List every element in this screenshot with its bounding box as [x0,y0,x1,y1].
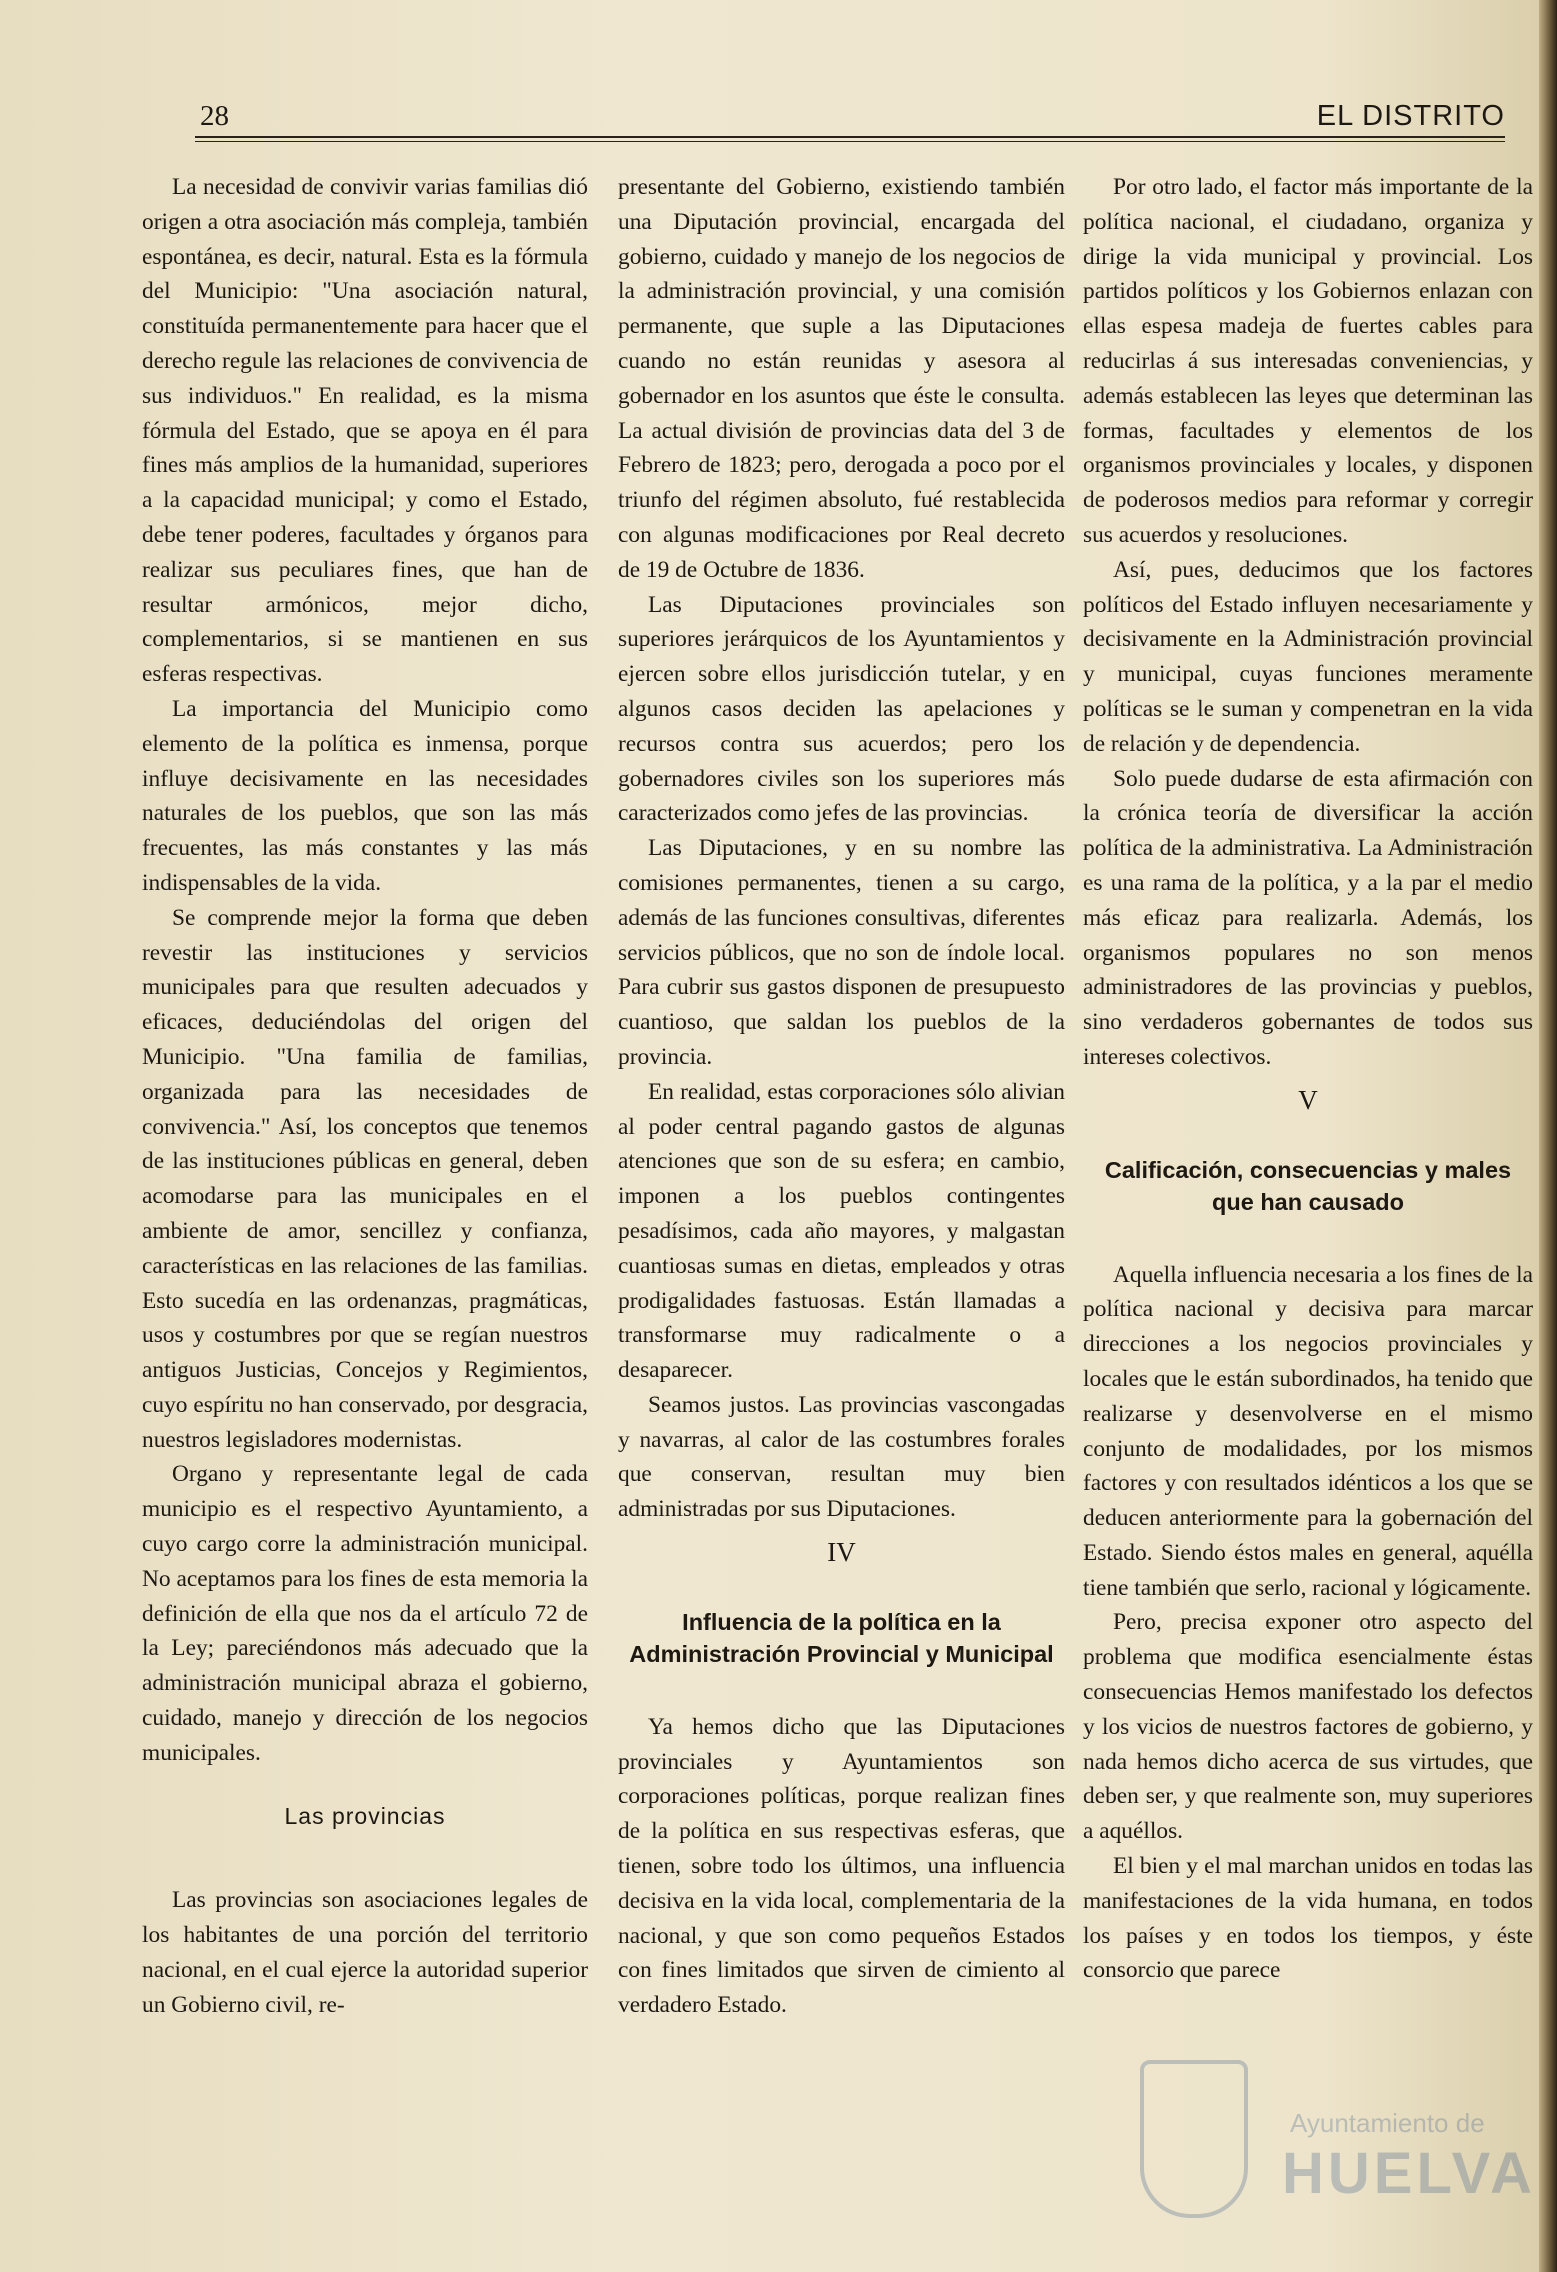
paragraph: Pero, precisa exponer otro aspecto del problema que modifica esencialmente éstas consecuencias Hemos manifestado los defectos y los vicios de nuestros factores de gobierno, y nada hemos dicho acerca de sus virtudes, que deben ser, y que realmente son, muy superiores a aquéllos. [1083,1609,1533,1845]
section-number: IV [827,1537,856,1568]
page-header [195,100,1505,140]
section-heading-provincias: Las provincias [284,1802,446,1829]
paragraph: La necesidad de convivir varias familias dió origen a otra asociación más compleja, también espontánea, es decir, natural. Esta es la fórmula del Municipio: "Una asociación natural, constituída permanentemente para hacer que el derecho regule las relaciones de convivencia de sus individuos." En realidad, es la misma fórmula del Estado, que se apoya en él para fines más amplios de la humanidad, superiores a la capacidad municipal; y como el Estado, debe tener poderes, facultades y órganos para realizar sus peculiares fines, que han de resultar armónicos, mejor dicho, complementarios, si se mantienen en sus esferas respectivas. [142,174,588,688]
page-edge-shadow [1539,0,1557,2272]
paragraph: Así, pues, deducimos que los factores políticos del Estado influyen necesariamente y decisivamente en la Administración provincial y municipal, cuyas funciones meramente políticas se le suman y compenetran en la vida de relación y de dependencia. [1083,556,1533,757]
column-2 [618,170,1065,2023]
section-heading-calificacion: Calificación, consecuencias y males que han causado [1104,1156,1512,1215]
paragraph: Las provincias son asociaciones legales de los habitantes de una porción del territorio nacional, en el cual ejerce la autoridad superior un Gobierno civil, re- [142,1887,588,2018]
archive-watermark [1140,2060,1536,2230]
paragraph: Ya hemos dicho que las Diputaciones provinciales y Ayuntamientos son corporaciones políticas, porque realizan fines de la política en sus respectivas esferas, que tienen, sobre todo los últimos, una influencia decisiva en la vida local, complementaria de la nacional, y que son como pequeños Estados con fines limitados que sirven de cimiento al verdadero Estado. [618,1713,1065,2019]
paragraph: La importancia del Municipio como elemento de la política es inmensa, porque influye decisivamente en las necesidades naturales de los pueblos, que son las más frecuentes, las más constantes y las más indispensables de la vida. [142,695,588,896]
paragraph: Seamos justos. Las provincias vascongadas y navarras, al calor de las costumbres forales que conservan, resultan muy bien administradas por sus Diputaciones. [618,1391,1065,1523]
coat-of-arms-icon [1140,2060,1248,2218]
journal-title: EL DISTRITO [1316,100,1505,132]
paragraph: presentante del Gobierno, existiendo también una Diputación provincial, encargada del gobierno, cuidado y manejo de los negocios de la administración provincial, y una comisión permanente, que suple a las Diputaciones cuando no están reunidas y asesora al gobernador en los asuntos que éste le consulta. La actual división de provincias data del 3 de Febrero de 1823; pero, derogada a poco por el triunfo del régimen absoluto, fué restablecida con algunas modificaciones por Real decreto de 19 de Octubre de 1836. [618,174,1065,583]
paragraph: Aquella influencia necesaria a los fines de la política nacional y decisiva para marcar direcciones a los negocios provinciales y locales que le están subordinados, ha tenido que realizarse y desenvolverse en el mismo conjunto de modalidades, por los mismos factores y con resultados idénticos a los que se deducen anteriormente para la gobernación del Estado. Siendo éstos males en general, aquélla tiene también que serlo, racional y lógicamente. [1083,1261,1533,1601]
header-rule-bottom [195,141,1505,142]
paragraph: Organo y representante legal de cada municipio es el respectivo Ayuntamiento, a cuyo cargo corre la administración municipal. No aceptamos para los fines de esta memoria la definición de ella que nos da el artículo 72 de la Ley; pareciéndonos más adecuado que la administración municipal abraza el gobierno, cuidado, manejo y dirección de los negocios municipales. [142,1461,588,1766]
column-3 [1083,170,1533,1988]
watermark-line-1: Ayuntamiento de [1290,2108,1485,2138]
paragraph: Las Diputaciones provinciales son superiores jerárquicos de los Ayuntamientos y ejercen sobre ellos jurisdicción tutelar, y en algunos casos deciden las apelaciones y recursos contra sus acuerdos; pero los gobernadores civiles son los superiores más caracterizados como jefes de las provincias. [618,591,1065,827]
header-rule-top [195,136,1505,138]
paragraph: El bien y el mal marchan unidos en todas las manifestaciones de la vida humana, en todos los países y en todos los tiempos, y éste consorcio que parece [1083,1853,1533,1984]
page-number: 28 [200,100,229,132]
column-1 [142,170,588,2023]
paragraph: En realidad, estas corporaciones sólo alivian al poder central pagando gastos de algunas atenciones que son de su esfera; en cambio, imponen a los pueblos contingentes pesadísimos, cada año mayores, y malgastan cuantiosas sumas en dietas, empleados y otras prodigalidades fastuosas. Están llamadas a transformarse muy radicalmente o a desaparecer. [618,1078,1065,1384]
section-heading-influencia: Influencia de la política en la Administración Provincial y Municipal [629,1608,1054,1667]
section-number: V [1298,1084,1318,1115]
paragraph: Por otro lado, el factor más importante de la política nacional, el ciudadano, organiza y dirige la vida municipal y provincial. Los partidos políticos y los Gobiernos enlazan con ellas espesa madeja de fuertes cables para reducirlas á sus interesadas conveniencias, y además establecen las leyes que determinan las formas, facultades y elementos de los organismos provinciales y locales, y disponen de poderosos medios para reformar y corregir sus acuerdos y resoluciones. [1083,174,1533,548]
paragraph: Solo puede dudarse de esta afirmación con la crónica teoría de diversificar la acción política de la administrativa. La Administración es una rama de la política, y a la par el medio más eficaz para realizarla. Además, los organismos populares no son menos administradores de las provincias y pueblos, sino verdaderos gobernantes de todos sus intereses colectivos. [1083,765,1533,1070]
paragraph: Las Diputaciones, y en su nombre las comisiones permanentes, tienen a su cargo, además de las funciones consultivas, diferentes servicios públicos, que no son de índole local. Para cubrir sus gastos disponen de presupuesto cuantioso, que saldan los pueblos de la provincia. [618,835,1065,1070]
watermark-line-2: HUELVA [1282,2141,1536,2206]
paragraph: Se comprende mejor la forma que deben revestir las instituciones y servicios municipales para que resulten adecuados y eficaces, deduciéndolas del origen del Municipio. "Una familia de familias, organizada para las necesidades de convivencia." Así, los conceptos que tenemos de las instituciones públicas en general, deben acomodarse para las municipales en el ambiente de amor, sencillez y confianza, características en las relaciones de las familias. Esto sucedía en las ordenanzas, pragmáticas, usos y costumbres por que se regían nuestros antiguos Justicias, Concejos y Regimientos, cuyo espíritu no han conservado, por desgracia, nuestros legisladores modernistas. [142,904,588,1453]
